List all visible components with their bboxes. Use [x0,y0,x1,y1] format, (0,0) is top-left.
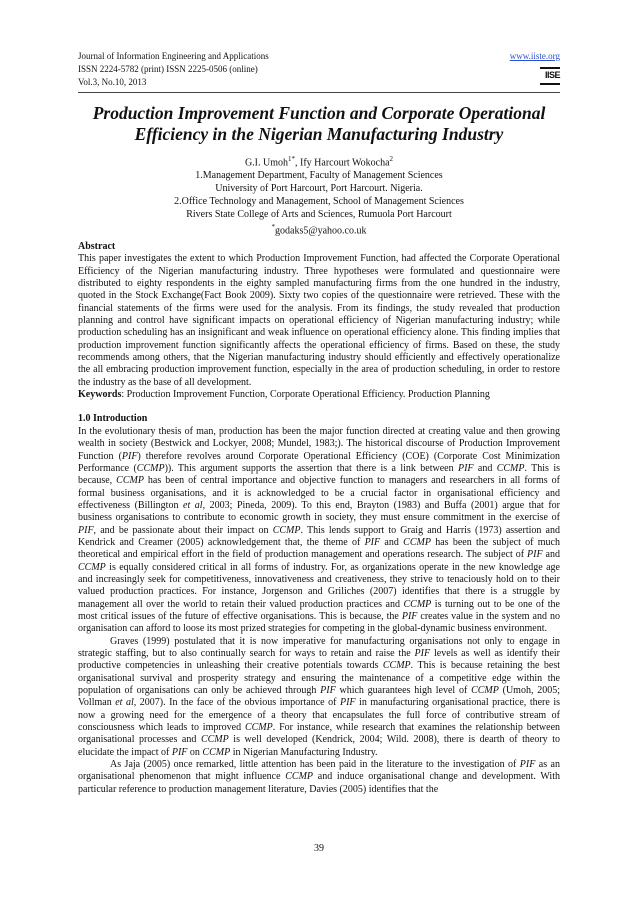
keywords: Keywords: Production Improvement Function, Corporate Operational Efficiency. Production Planning [78,389,490,401]
intro-heading: 1.0 Introduction [78,413,148,425]
intro-paragraph-2: Graves (1999) postulated that it is now imperative for manufacturing organisations not only to engage in strategic staffing, but to also continually search for ways to retain and raise the PIF levels as well as identify their productive competencies in unleashing their creative potentials towards CCMP. This is because retaining the best organisational survival and prosperity strategy and ensuring the maintenance of a competitive edge within the population of organisations can only be achieved through PIF which guarantees high level of CCMP (Umoh, 2005; Vollman et al, 2007). In the face of the obvious importance of PIF in manufacturing organisational practice, there is now a growing need for the emergence of a theory that encapsulates the full force of contributive stream of consciousness which leads to improved CCMP. For instance, while research that examines the relationship between organisational processes and CCMP is well developed (Kendrick, 2004; Wild. 2008), there is dearth of theory to elucidate the impact of PIF on CCMP in Nigerian Manufacturing Industry. [78,635,561,758]
page-number: 39 [314,843,324,854]
paper-title: Production Improvement Function and Corporate Operational Efficiency in the Nigerian Manufacturing Industry [92,103,546,144]
affiliation-1b: University of Port Harcourt, Port Harcourt. Nigeria. [215,183,423,195]
affiliation-2: 2.Office Technology and Management, School of Management Sciences [174,196,464,208]
journal-url-link[interactable]: www.iiste.org [509,51,560,61]
affiliation-1: 1.Management Department, Faculty of Management Sciences [195,170,443,182]
journal-name: Journal of Information Engineering and Applications [78,51,269,61]
issn-line: ISSN 2224-5782 (print) ISSN 2225-0506 (online) [78,64,258,74]
iiste-logo: IISE [540,66,560,84]
author-email: *godaks5@yahoo.co.uk [271,223,367,237]
header-rule [78,92,560,93]
author-block [78,153,560,238]
intro-paragraph-1: In the evolutionary thesis of man, production has been the major function directed at creating value and then growing wealth in society (Bestwick and Lockyer, 2008; Mundel, 1983;). The historical discourse of Production Improvement Function (PIF) therefore revolves around Corporate Operational Efficiency (COE) (Corporate Cost Minimization Performance (CCMP)). This argument supports the assertion that there is a link between PIF and CCMP. This is because, CCMP has been of central importance and objective function to managers and researchers in all forms of formal business organisations, and it is acknowledged to be a crucial factor in organisational efficiency and effectiveness (Billington et al, 2003; Pineda, 2009). To this end, Brayton (1983) and Buffa (2001) argue that for business organisations to contribute to economic growth in society, they must ensure commitment in the exercise of PIF, and be passionate about their impact on CCMP. This lends support to Graig and Harris (1973) assertion and Kendrick and Creamer (2005) acknowledgement that, the theme of PIF and CCMP has been the subject of much theoretical and empirical effort in the field of production management and operations research. The subject of PIF and CCMP is equally considered critical in all forms of industry. For, as organizations operate in the new knowledge age and increasingly seek for competitiveness, innovativeness and creativeness, they strive to tenaciously hold on to their valued production practices. For instance, Jorgenson and Griliches (2007) identifies that there is a struggle by management all over the world to retain their valued production practices and CCMP is turning out to be one of the most critical issues of the future of effective organisations. This is because, the PIF creates value in the system and no organisation can afford to loose its most prized strategies for competing in the global-dynamic business environment. [78,425,561,635]
abstract-text: This paper investigates the extent to which Production Improvement Function, had affected the Corporate Operational Efficiency of the Nigerian manufacturing industry. Three hypotheses were formulated and questionnaire were distributed to eighty respondents in the eighty sampled manufacturing firms from the one hundred in the industry, quoted in the Stock Exchange(Fact Book 2009). Sixty two copies of the questionnaire were retrieved. These with the financial statements of the firms were used for the analysis. From its findings, the study revealed that production planning and control have significant impacts on operational efficiency of Nigerian manufacturing industry; while production scheduling has an insignificant and weak influence on operational efficiency alone. This finding implies that production improvement function significantly affects the operational efficiency of firms. Based on these, the study recommends among others, that the Nigerian manufacturing industry should efficiently and effectively operationalize the all embracing production improvement function, especially in the area of production scheduling, in order to restore the industry as the base of all development. [78,253,560,388]
abstract-heading: Abstract [78,241,116,252]
paper-body [78,241,560,796]
volume-line: Vol.3, No.10, 2013 [78,77,147,87]
affiliation-2b: Rivers State College of Arts and Sciences, Rumuola Port Harcourt [186,209,452,221]
author-names: G.I. Umoh$^{1*}$, Ify Harcourt Wokocha$^2$ [244,155,394,169]
running-header [78,50,560,89]
intro-paragraph-3: As Jaja (2005) once remarked, little attention has been paid in the literature to the investigation of PIF as an organisational phenomenon that might influence CCMP and induce organisational change and development. With particular reference to production management literature, Davies (2005) identifies that the [78,759,560,795]
